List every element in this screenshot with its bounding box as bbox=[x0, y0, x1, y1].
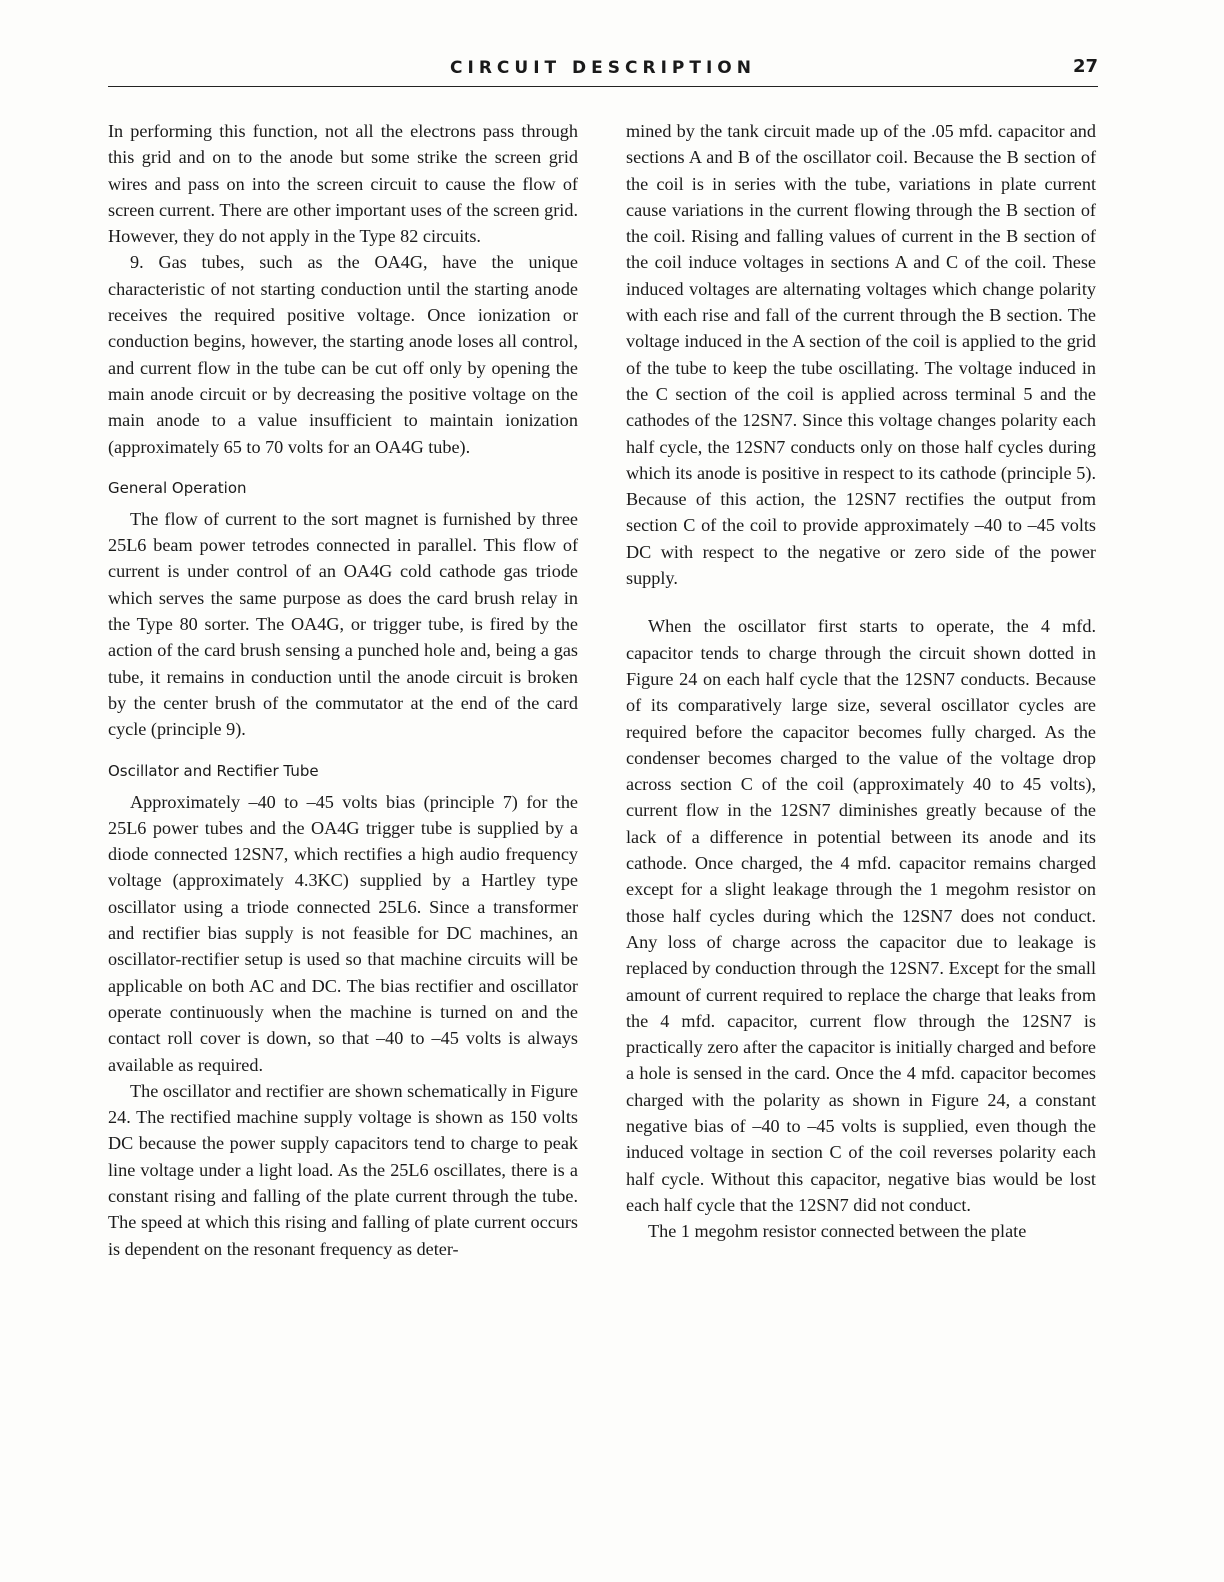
paragraph: The oscillator and rectifier are shown schematically in Figure 24. The rectified machine supply voltage is shown as 150 volts DC because the power supply capacitors tend to charge to peak line voltage under a light load. As the 25L6 oscillates, there is a constant rising and falling of the plate current through the tube. The speed at which this rising and falling of plate current occurs is dependent on the resonant frequency as deter- bbox=[108, 1080, 578, 1259]
paragraph: The 1 megohm resistor connected between the plate bbox=[648, 1221, 1027, 1242]
paragraph: 9. Gas tubes, such as the OA4G, have the unique characteristic of not starting conduction until the starting anode receives the required positive voltage. Once ionization or conduction begins, however, the starting anode loses all control, and current flow in the tube can be cut off only by opening the main anode circuit or by decreasing the positive voltage on the main anode to a value insufficient to maintain ionization (approximately 65 to 70 volts for an OA4G tube). bbox=[108, 252, 578, 457]
paragraph: In performing this function, not all the electrons pass through this grid and on to the anode but some strike the screen grid wires and pass on into the screen circuit to cause the flow of screen current. There are other important uses of the screen grid. However, they do not apply in the Type 82 circuits. bbox=[108, 121, 578, 247]
section-heading-general-operation: General Operation bbox=[108, 478, 247, 497]
section-title: CIRCUIT DESCRIPTION bbox=[450, 58, 756, 78]
page-header bbox=[108, 56, 1098, 87]
paragraph: The flow of current to the sort magnet is furnished by three 25L6 beam power tetrodes connected in parallel. This flow of current is under control of an OA4G cold cathode gas triode which serves the same purpose as does the card brush relay in the Type 80 sorter. The OA4G, or trigger tube, is fired by the action of the card brush sensing a punched hole and, being a gas tube, it remains in conduction until the anode circuit is broken by the center brush of the commutator at the end of the card cycle (principle 9). bbox=[108, 508, 578, 740]
paragraph: When the oscillator first starts to operate, the 4 mfd. capacitor tends to charge through the circuit shown dotted in Figure 24 on each half cycle that the 12SN7 conducts. Because of its comparatively large size, several oscillator cycles are required before the capacitor becomes fully charged. As the condenser becomes charged to the value of the voltage drop across section C of the coil (approximately 40 to 45 volts), current flow in the 12SN7 diminishes greatly because of the lack of a difference in potential between its anode and its cathode. Once charged, the 4 mfd. capacitor remains charged except for a slight leakage through the 1 megohm resistor on those half cycles during which the 12SN7 does not conduct. Any loss of charge across the capacitor due to leakage is replaced by conduction through the 12SN7. Except for the small amount of current required to replace the charge that leaks from the 4 mfd. capacitor, current flow through the 12SN7 is practically zero after the capacitor is initially charged and before a hole is sensed in the card. Once the 4 mfd. capacitor becomes charged with the polarity as shown in Figure 24, a constant negative bias of –40 to –45 volts is supplied, even though the induced voltage in section C of the coil reverses polarity each half cycle. Without this capacitor, negative bias would be lost each half cycle that the 12SN7 did not conduct. bbox=[626, 616, 1096, 1215]
right-column bbox=[626, 118, 1096, 1244]
section-heading-oscillator-rectifier: Oscillator and Rectifier Tube bbox=[108, 761, 319, 780]
paragraph: mined by the tank circuit made up of the .05 mfd. capacitor and sections A and B of the oscillator coil. Because the B section of the coil is in series with the tube, variations in plate current cause variations in the current flowing through the B section of the coil. Rising and falling values of current in the B section of the coil induce voltages in sections A and C of the coil. These induced voltages are alternating voltages which change polarity with each rise and fall of the current through the B section. The voltage induced in the A section of the coil is applied to the grid of the tube to keep the tube oscillating. The voltage induced in the C section of the coil is applied across terminal 5 and the cathodes of the 12SN7. Since this voltage changes polarity each half cycle, the 12SN7 conducts only on those half cycles during which its anode is positive in respect to its cathode (principle 5). Because of this action, the 12SN7 rectifies the output from section C of the coil to provide approximately –40 to –45 volts DC with respect to the negative or zero side of the power supply. bbox=[626, 121, 1096, 589]
left-column bbox=[108, 118, 578, 1262]
page-number: 27 bbox=[1072, 56, 1098, 77]
paragraph: Approximately –40 to –45 volts bias (principle 7) for the 25L6 power tubes and the OA4G trigger tube is supplied by a diode connected 12SN7, which rectifies a high audio frequency voltage (approximately 4.3KC) supplied by a Hartley type oscillator using a triode connected 25L6. Since a transformer and rectifier bias supply is not feasible for DC machines, an oscillator-rectifier setup is used so that machine circuits will be applicable on both AC and DC. The bias rectifier and oscillator operate continuously when the machine is turned on and the contact roll cover is down, so that –40 to –45 volts is always available as required. bbox=[108, 791, 578, 1075]
